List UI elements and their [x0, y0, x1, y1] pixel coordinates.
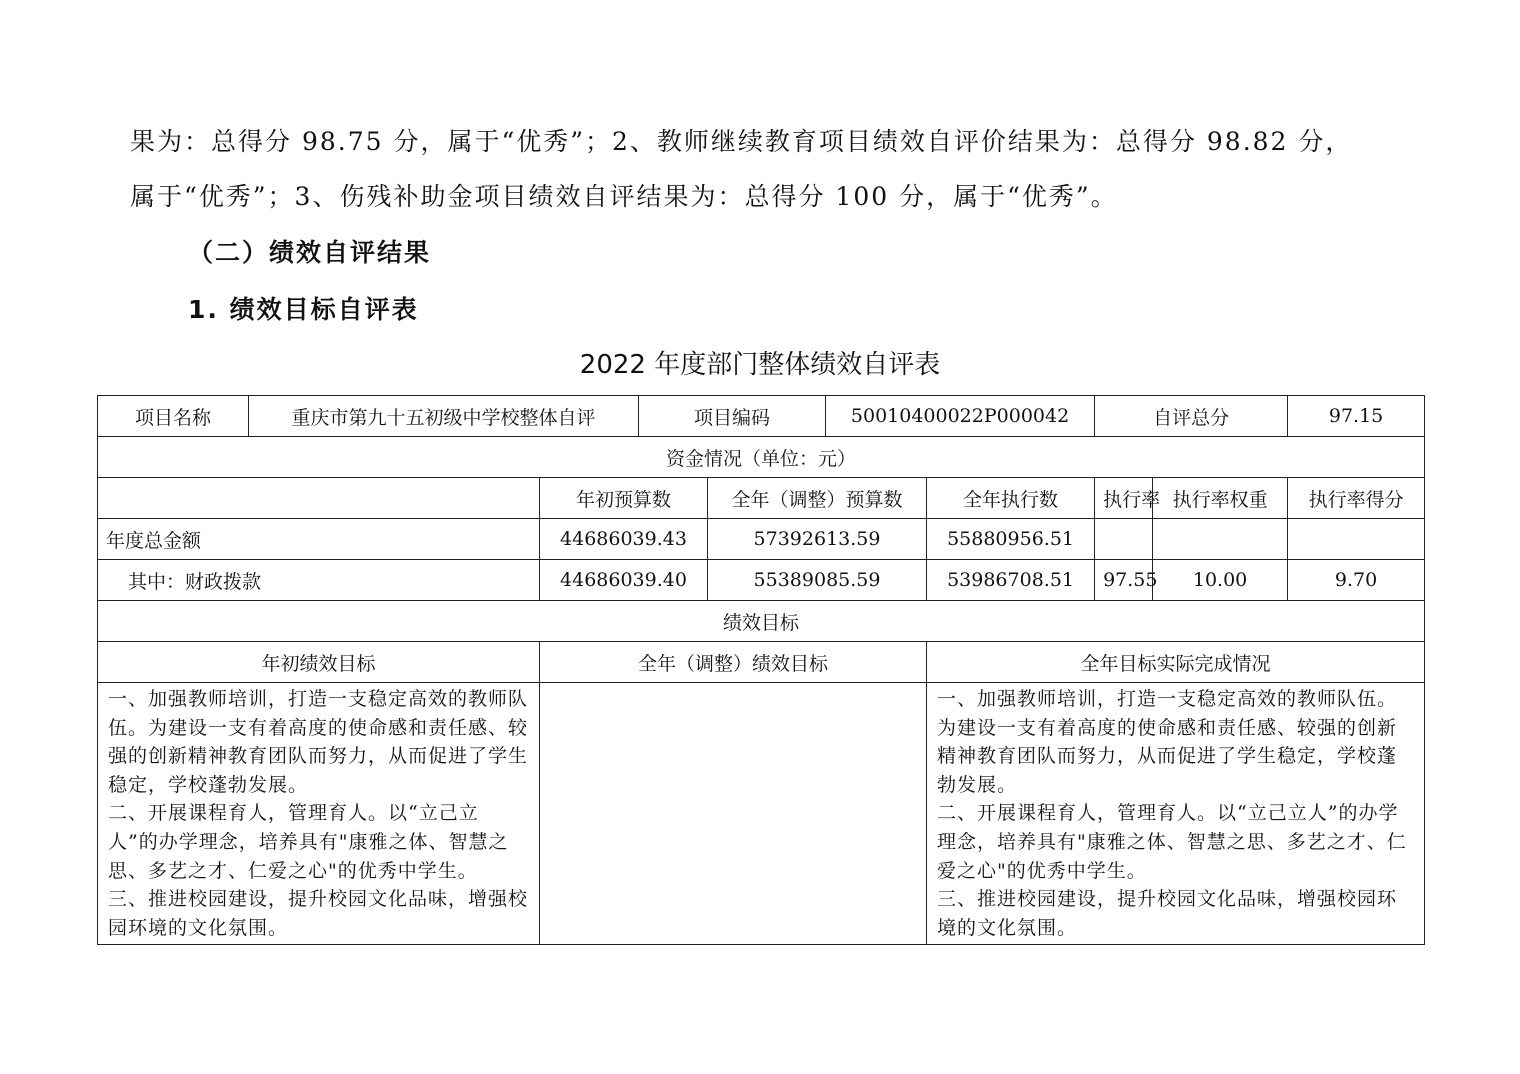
column-adjusted-budget: 全年（调整）预算数: [708, 478, 927, 519]
column-initial-budget: 年初预算数: [540, 478, 708, 519]
funds-cell: [1095, 519, 1153, 560]
column-rate-weight: 执行率权重: [1153, 478, 1288, 519]
project-code: 50010400022P000042: [826, 396, 1095, 437]
intro-line-1: 果为：总得分 98.75 分，属于“优秀”；2、教师继续教育项目绩效自评价结果为：总得分 98.82 分，: [130, 127, 1353, 156]
column-execution-rate: 执行率: [1095, 478, 1153, 519]
goals-header-row: [98, 601, 1425, 642]
funds-row-fiscal: [98, 560, 1425, 601]
funds-row-total: [98, 519, 1425, 560]
initial-goal-text: 一、加强教师培训，打造一支稳定高效的教师队伍。为建设一支有着高度的使命感和责任感、较强的创新精神教育团队而努力，从而促进了学生稳定，学校蓬勃发展。 二、开展课程育人，管理育人。以“立己立人”的办学理念，培养具有"康雅之体、智慧之思、多艺之才、仁爱之心"的优秀中学生。 三、推进校园建设，提升校园文化品味，增强校园环境的文化氛围。: [98, 683, 540, 945]
adjusted-goal-text: [540, 683, 927, 945]
actual-completion-text: 一、加强教师培训，打造一支稳定高效的教师队伍。为建设一支有着高度的使命感和责任感、较强的创新精神教育团队而努力，从而促进了学生稳定，学校蓬勃发展。 二、开展课程育人，管理育人。以“立己立人”的办学理念，培养具有"康雅之体、智慧之思、多艺之才、仁爱之心"的优秀中学生。 三、推进校园建设，提升校园文化品味，增强校园环境的文化氛围。: [927, 683, 1425, 945]
funds-cell: 9.70: [1288, 560, 1425, 601]
column-executed: 全年执行数: [927, 478, 1095, 519]
funds-cell: [1288, 519, 1425, 560]
column-initial-goal: 年初绩效目标: [98, 642, 540, 683]
funds-cell: 55880956.51: [927, 519, 1095, 560]
funds-cell: 53986708.51: [927, 560, 1095, 601]
funds-cell: 44686039.40: [540, 560, 708, 601]
column-adjusted-goal: 全年（调整）绩效目标: [540, 642, 927, 683]
funds-cell: 97.55: [1095, 560, 1153, 601]
goals-columns-row: [98, 642, 1425, 683]
funds-header: 资金情况（单位：元）: [98, 437, 1425, 478]
funds-cell: 10.00: [1153, 560, 1288, 601]
project-name: 重庆市第九十五初级中学校整体自评: [249, 396, 639, 437]
funds-cell: [1153, 519, 1288, 560]
project-code-label: 项目编码: [639, 396, 826, 437]
goals-header: 绩效目标: [98, 601, 1425, 642]
column-rate-score: 执行率得分: [1288, 478, 1425, 519]
sub-heading: 1. 绩效目标自评表: [188, 295, 419, 324]
funds-row-label: 年度总金额: [98, 519, 540, 560]
column-actual-completion: 全年目标实际完成情况: [927, 642, 1425, 683]
funds-cell: 44686039.43: [540, 519, 708, 560]
funds-corner-cell: [98, 478, 540, 519]
intro-line-2: 属于“优秀”；3、伤残补助金项目绩效自评结果为：总得分 100 分，属于“优秀”。: [130, 182, 1118, 211]
total-score: 97.15: [1288, 396, 1425, 437]
goals-content-row: [98, 683, 1425, 945]
funds-header-row: [98, 437, 1425, 478]
funds-cell: 57392613.59: [708, 519, 927, 560]
section-heading: （二）绩效自评结果: [188, 238, 432, 267]
funds-row-label: 其中：财政拨款: [98, 560, 540, 601]
project-info-row: [98, 396, 1425, 437]
project-name-label: 项目名称: [98, 396, 249, 437]
table-title: 2022 年度部门整体绩效自评表: [579, 350, 941, 380]
self-evaluation-table: [97, 395, 1425, 945]
total-score-label: 自评总分: [1095, 396, 1288, 437]
funds-cell: 55389085.59: [708, 560, 927, 601]
funds-columns-row: [98, 478, 1425, 519]
